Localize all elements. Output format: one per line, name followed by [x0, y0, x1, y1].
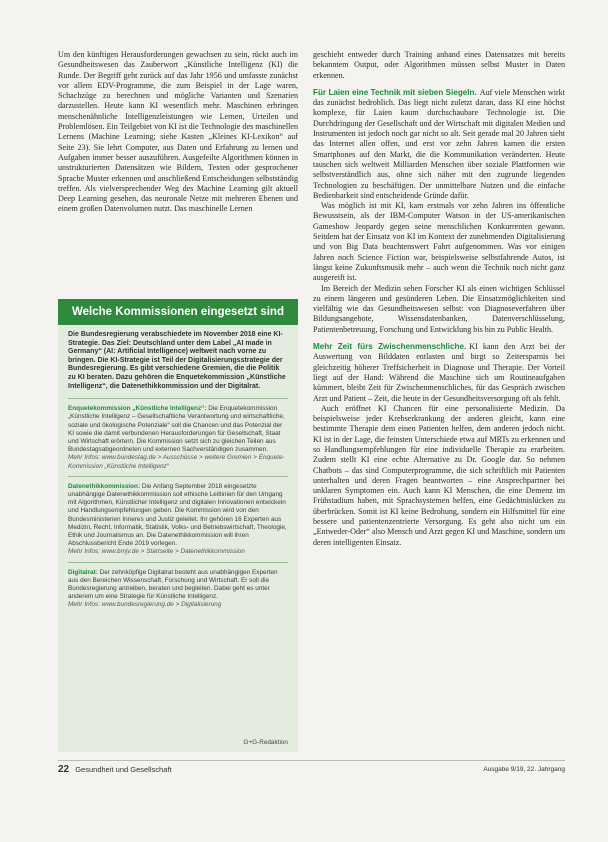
box-item-datenethik	[58, 480, 298, 559]
left-text-column	[58, 50, 298, 215]
page-number: 22	[58, 764, 70, 775]
paragraph-text: Auf viele Menschen wirkt das zunächst bedrohlich. Das liegt nicht zuletzt daran, dass KI eine höchst komplexe, für Laien kaum durchschaubare Technologie ist. Die Durchdringung der Gesellschaft und der Wirtschaft mit digitalen Medien und Instrumenten ist jedoch noch gar nicht so alt. Seit gerade mal 20 Jahren sieht das Internet allen offen, und erst vor zehn Jahren kamen die ersten Smartphones auf den Markt, die die Kommunikation veränderten. Heute tauschen sich weltweit Milliarden Menschen über soziale Plattformen wie selbstverständlich aus, ohne sich näher mit den zugrunde liegenden Technologien zu beschäftigen. Der unmittelbare Nutzen und die einfache Bedienbarkeit sind entscheidende Gründe dafür.	[313, 87, 565, 200]
issue-info: Ausgabe 9/19, 22. Jahrgang	[483, 766, 565, 773]
box-title: Welche Kommissionen eingesetzt sind	[58, 299, 298, 325]
box-credit: G+G-Redaktion	[243, 739, 288, 746]
body-paragraph	[313, 201, 565, 283]
page-footer	[58, 764, 565, 778]
info-box-commissions	[58, 299, 298, 752]
box-item-more-link[interactable]: Mehr Infos: www.bundestag.de > Ausschüsse > weitere Gremien > Enquete-Kommission „Künstliche Intelligenz“	[68, 454, 285, 470]
footer-rule	[58, 760, 565, 761]
body-paragraph	[313, 50, 565, 81]
body-paragraph	[313, 88, 565, 201]
box-item-more-link[interactable]: Mehr Infos: www.bmjv.de > Startseite > Datenethikkommission	[68, 548, 245, 556]
box-item-text: Der zehnköpfige Digitalrat besteht aus unabhängigen Experten aus den Bereichen Wissenschaft, Forschung und Wirtschaft. Er soll die Bundesregierung antreiben, beraten und begleiten. Dabei geht es unter anderem um eine Strategie für Künstliche Intelligenz.	[68, 568, 278, 601]
box-item-lead: Enquetekommission „Künstliche Intelligenz“:	[68, 405, 207, 413]
box-item-more-link[interactable]: Mehr Infos: www.bundesregierung.de > Digitalisierung	[68, 601, 222, 609]
body-paragraph	[313, 342, 565, 404]
box-intro: Die Bundesregierung verabschiedete im November 2018 eine KI-Strategie. Das Ziel: Deutschland unter dem Label „AI made in Germany“ (AI: Artificial Intelligence) weltweit nach vorne zu bringen. Die KI-Strategie ist Teil der Digitalisierungsstrategie der Bundesregierung. Es gibt verschiedene Gremien, die die Politik zu KI beraten. Dazu gehören die Enquetekommission „Künstliche Intelligenz“, die Datenethikkommission und der Digitalrat.	[68, 331, 286, 390]
box-item-digitalrat	[58, 566, 298, 612]
paragraph-text: geschieht entweder durch Training anhand eines Datensatzes mit bereits bekanntem Output, oder Algorithmen müssen selbst Muster in Daten erkennen.	[313, 50, 565, 80]
subheading: Mehr Zeit fürs Zwischenmenschliche.	[313, 342, 467, 352]
paragraph-text: KI kann den Arzt bei der Auswertung von Bilddaten entlasten und birgt so Zeitersparnis bei gleichzeitig höherer Treffsicherheit in Diagnose und Therapie. Der Vorteil liegt auf der Hand: Während die Maschine sich um Routineaufgaben kümmert, bleibt Zeit für Zwischenmenschliches, für das Gespräch zwischen Arzt und Patient – Zeit, die heute in der Gesundheitsversorgung oft als fehlt.	[313, 342, 566, 403]
subheading: Für Laien eine Technik mit sieben Siegeln.	[313, 87, 477, 97]
right-text-column	[313, 50, 565, 548]
body-paragraph: Um den künftigen Herausforderungen gewachsen zu sein, rückt auch im Gesundheitswesen das Zauberwort „Künstliche Intelligenz (KI) die Runde. Der Begriff geht zurück auf das Jahr 1956 und umfasste zunächst vor allem EDV-Programme, die zum Beispiel in der Lage waren, Schachzüge zu berechnen und mögliche Varianten und Szenarien darzustellen. Heute kann KI wesentlich mehr. Maschinen erbringen menschenähnliche Intelligenzleistungen wie Lernen, Urteilen und Problemlösen. Ein Teilgebiet von KI ist die Technologie des maschinellen Lernens (Machine Learning; siehe Kasten „Kleines KI-Lexikon“ auf Seite 23). Sie lehrt Computer, aus Daten und Erfahrung zu lernen und Aufgaben immer besser auszuführen. Ausgefeilte Algorithmen können in unstrukturierten Datensätzen wie Bildern, Texten oder gesprochener Sprache Muster erkennen und anschließend Entscheidungen selbstständig treffen. Als vielversprechender Weg des Machine Learning gilt aktuell Deep Learning gesehen, das neuronale Netze mit mehreren Ebenen und einem großen Datenvolumen nutzt. Das maschinelle Lernen	[58, 50, 298, 214]
box-item-enquete	[58, 402, 298, 473]
magazine-section: Gesundheit und Gesellschaft	[75, 765, 172, 774]
box-divider	[68, 476, 288, 477]
box-divider	[68, 398, 288, 399]
body-paragraph	[313, 404, 565, 548]
box-item-lead: Datenethikkommission:	[68, 482, 141, 490]
paragraph-text: Auch eröffnet KI Chancen für eine personalisierte Medizin. Da beispielsweise jeder Krebserkrankung der anderen gleicht, kann eine bestimmte Therapie dem einen Patienten helfen, dem anderen jedoch nicht. KI ist in der Lage, die feinsten Unterschiede etwa auf MRTs zu erkennen und so Handlungsempfehlungen für eine individuelle Therapie zu erarbeiten. Zudem stellt KI eine echte Alternative zu Dr. Google dar. So nehmen Chatbots – das sind Computerprogramme, die sich schriftlich mit Patienten unterhalten und deren Fragen beantworten – eine Ansprechpartner bei unklaren Symptomen ein. Auch kann KI Menschen, die eine Demenz im Frühstadium haben, mit Sprachsystemen helfen, eine Gedächtnislücken zu überbrücken. Somit ist KI keine Bedrohung, sondern ein Hilfsmittel für eine bessere und patientenzentrierte Versorgung. Es geht also nicht um ein „Entweder-Oder“ also Mensch und Arzt gegen KI und Maschine, sondern um deren intelligenten Einsatz.	[313, 403, 565, 547]
box-item-text: Die Anfang September 2018 eingesetzte unabhängige Datenethikkommission soll ethische Leitlinien für den Umgang mit Algorithmen, Künstlicher Intelligenz und digitalen Innovationen entwickeln und Handlungsempfehlungen geben. Die Kommission wird von den Bundesministerien Inneres und Justiz geleitet. Ihr gehören 16 Experten aus Medizin, Recht, Informatik, Statistik, Volks- und Betriebswirtschaft, Theologie, Ethik und Journalismus an. Die Datenethikkommission will ihren Abschlussbericht Ende 2019 vorlegen.	[68, 482, 287, 548]
paragraph-text: Was möglich ist mit KI, kam erstmals vor zehn Jahren ins öffentliche Bewusstsein, als der IBM-Computer Watson in der US-amerikanischen Gameshow Jeopardy gegen seine menschlichen Konkurrenten gewann. Seitdem hat der Einsatz von KI im Kontext der zunehmenden Digitalisierung und von Big Data beachtenswert Fahrt aufgenommen. Was vor einigen Jahren noch Science Fiction war, beispielsweise selbstfahrende Autos, ist längst keine Zukunftsmusik mehr – auch wenn die Technik noch nicht ganz ausgereift ist.	[313, 201, 565, 283]
box-item-lead: Digitalrat:	[68, 568, 98, 576]
box-divider	[68, 562, 288, 563]
body-paragraph	[313, 284, 565, 335]
box-item-text: Die Enquetekommission „Künstliche Intelligenz – Gesellschaftliche Verantwortung und wirtschaftliche, soziale und ökologische Potenziale“ soll die Chancen und das Potenzial der KI sowie die damit verbundenen Herausforderungen für Gesellschaft, Staat und Wirtschaft erörtern. Die Kommission setzt sich zu gleichen Teilen aus Bundestagsabgeordneten und externen Sachverständigen zusammen.	[68, 405, 285, 454]
paragraph-text: Im Bereich der Medizin sehen Forscher KI als einen wichtigen Schlüssel zu einem längeren und gesünderen Leben. Die Einsatzmöglichkeiten sind vielfältig wie das Gesundheitswesen selbst: von Diagnoseverfahren über Bildungsangebote, Wissensdatenbanken, Datenverschlüsselung, Patientenbetreuung, Forschung und Entwicklung bis hin zu Public Health.	[313, 283, 565, 334]
